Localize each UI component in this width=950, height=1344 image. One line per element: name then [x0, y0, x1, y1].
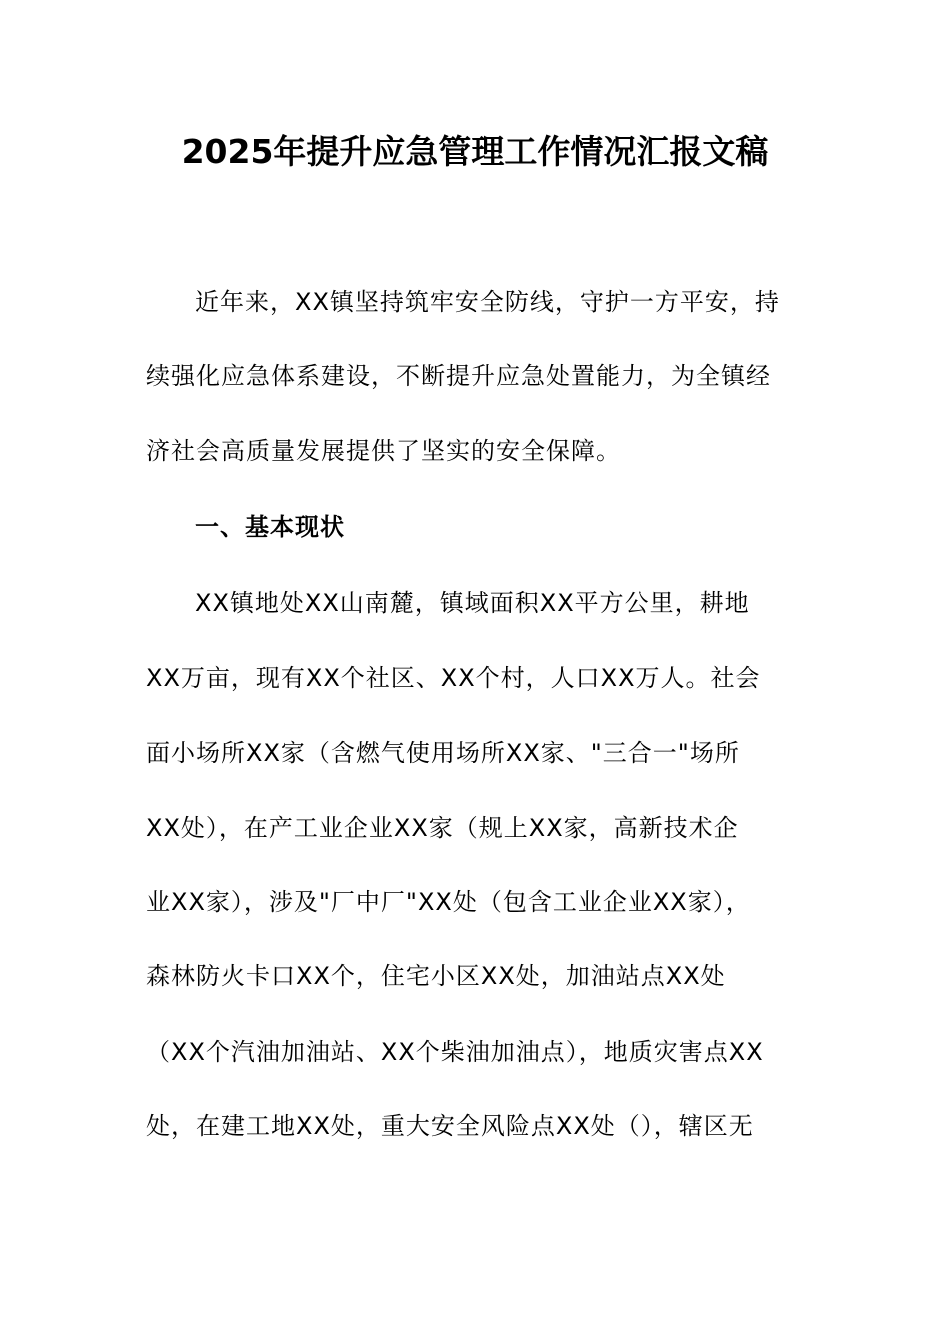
intro-line-1: 近年来，XX镇坚持筑牢安全防线，守护一方平安，持	[195, 288, 780, 316]
intro-line-3: 济社会高质量发展提供了坚实的安全保障。	[146, 437, 621, 465]
body-line-3: 面小场所XX家（含燃气使用场所XX家、"三合一"场所	[146, 739, 740, 767]
body-line-6: 森林防火卡口XX个，住宅小区XX处，加油站点XX处	[146, 962, 726, 990]
body-line-5: 业XX家），涉及"厂中厂"XX处（包含工业企业XX家），	[146, 888, 751, 916]
document-title: 2025年提升应急管理工作情况汇报文稿	[181, 132, 769, 171]
body-line-1: XX镇地处XX山南麓，镇域面积XX平方公里，耕地	[195, 589, 750, 617]
body-line-2: XX万亩，现有XX个社区、XX个村，人口XX万人。社会	[146, 664, 761, 692]
body-line-8: 处，在建工地XX处，重大安全风险点XX处（），辖区无	[146, 1112, 754, 1140]
body-line-4: XX处），在产工业企业XX家（规上XX家，高新技术企	[146, 814, 739, 842]
section-heading: 一、基本现状	[195, 513, 345, 541]
body-line-7: （XX个汽油加油站、XX个柴油加油点），地质灾害点XX	[146, 1038, 764, 1066]
intro-line-2: 续强化应急体系建设，不断提升应急处置能力，为全镇经	[146, 362, 771, 390]
